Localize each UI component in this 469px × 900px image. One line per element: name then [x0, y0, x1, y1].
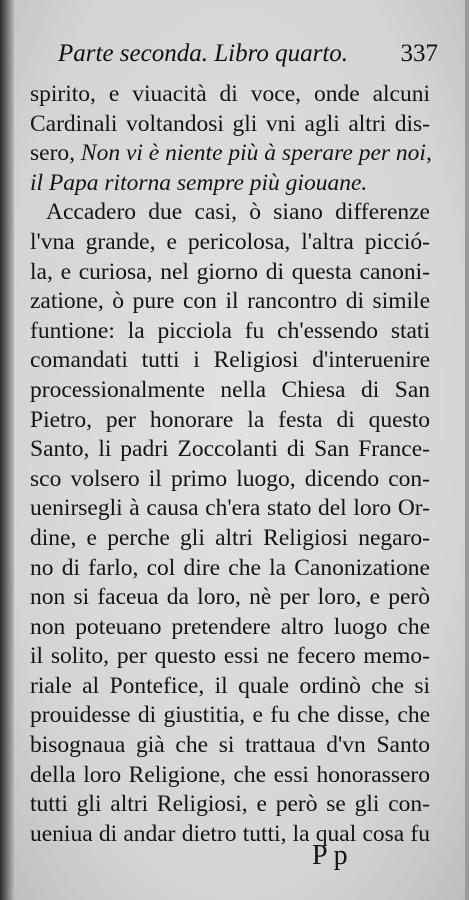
text-run-roman: sero,	[30, 140, 81, 167]
text-line: il solito, per questo essi ne fecero memo-	[30, 643, 430, 670]
text-line: Santo, li padri Zoccolanti di San France-	[30, 436, 430, 463]
text-line: Pietro, per honorare la festa di questo	[30, 406, 430, 433]
signature-mark: Pp	[312, 840, 354, 871]
text-run-italic: Non vi è niente più à sperare per noi,	[80, 140, 432, 167]
text-line: zatione, ò pure con il rancontro di simile	[30, 288, 430, 315]
text-line: processionalmente nella Chiesa di San	[30, 376, 430, 403]
text-line: non poteuano pretendere altro luogo che	[30, 613, 430, 640]
text-line: il Papa ritorna sempre più giouane.	[30, 169, 368, 196]
text-line: della loro Religione, che essi honorassero	[30, 761, 430, 788]
text-line: l'vna grande, e pericolosa, l'altra picció-	[30, 228, 430, 255]
text-line: dine, e perche gli altri Religiosi negaro-	[30, 524, 430, 551]
text-line: uenirsegli à causa ch'era stato del loro Or-	[30, 495, 430, 522]
text-line: bisognaua già che si trattaua d'vn Santo	[30, 732, 430, 759]
text-line: prouidesse di giustitia, e fu che disse, che	[30, 702, 430, 729]
running-header	[58, 40, 438, 74]
text-line: sco volsero il primo luogo, dicendo con-	[30, 465, 430, 492]
text-line: tutti gli altri Religiosi, e però se gli con-	[30, 791, 430, 818]
text-line: riale al Pontefice, il quale ordinò che si	[30, 672, 430, 699]
text-line: funtione: la picciola fu ch'essendo stati	[30, 317, 430, 344]
text-line: Cardinali voltandosi gli vni agli altri dis-	[30, 110, 430, 137]
text-line: no di farlo, col dire che la Canonizatione	[30, 554, 430, 581]
page-edge	[465, 0, 469, 900]
body-text	[30, 80, 430, 849]
text-line: comandati tutti i Religiosi d'interuenire	[30, 347, 430, 374]
text-line: spirito, e viuacità di voce, onde alcuni	[30, 81, 430, 107]
text-line: ueniua di andar dietro tutti, la qual cosa fu	[30, 820, 430, 847]
page-gutter-shadow	[0, 0, 14, 900]
text-line: la, e curiosa, nel giorno di questa canoni-	[30, 258, 430, 285]
text-line: non si faceua da loro, nè per loro, e però	[30, 584, 430, 611]
running-title: Parte seconda. Libro quarto.	[58, 40, 349, 67]
page-number: 337	[400, 40, 438, 67]
text-line	[30, 139, 430, 169]
text-line: Accadero due casi, ò siano differenze	[46, 199, 430, 226]
